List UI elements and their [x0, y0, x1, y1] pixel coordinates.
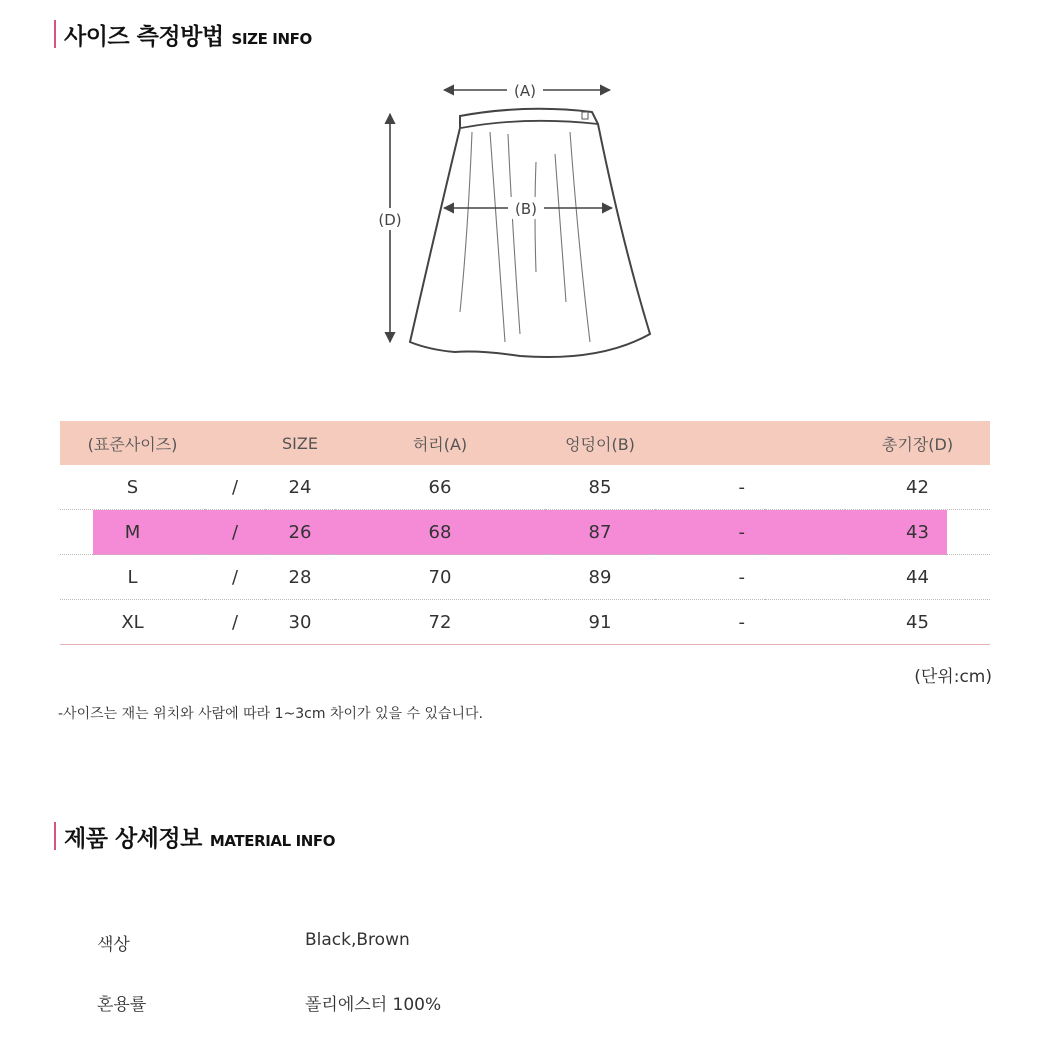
- heading-accent-bar: [54, 20, 56, 48]
- skirt-measurement-diagram: [360, 72, 680, 372]
- skirt-pleats: [460, 132, 590, 342]
- size-disclaimer: -사이즈는 재는 위치와 사람에 따라 1~3cm 차이가 있을 수 있습니다.: [58, 706, 484, 722]
- table-row: XL / 30 72 91 - 45: [60, 600, 990, 645]
- size-table: [60, 421, 990, 645]
- label-a: (A): [514, 82, 536, 100]
- skirt-outline: [410, 109, 650, 357]
- header-total-length: 총기장(D): [845, 421, 990, 465]
- size-info-title: 사이즈 측정방법: [64, 24, 224, 50]
- skirt-waistband: [461, 121, 598, 128]
- header-standard-size: (표준사이즈): [60, 421, 205, 465]
- table-row: L / 28 70 89 - 44: [60, 555, 990, 600]
- material-info-heading: [54, 820, 335, 853]
- info-label: 색상: [97, 935, 130, 955]
- label-d: (D): [378, 211, 402, 229]
- unit-note: (단위:cm): [914, 667, 992, 687]
- material-info-subtitle: MATERIAL INFO: [209, 832, 336, 850]
- heading-accent-bar: [54, 822, 56, 850]
- label-b: (B): [515, 200, 537, 218]
- info-label: 혼용률: [97, 995, 147, 1015]
- info-row-fabric: [97, 990, 442, 1015]
- info-value: 폴리에스터 100%: [305, 995, 442, 1015]
- size-info-heading: [54, 18, 312, 51]
- info-value: Black,Brown: [305, 930, 410, 950]
- table-row: S / 24 66 85 - 42: [60, 465, 990, 510]
- size-table-header: [60, 421, 990, 465]
- info-row-color: [97, 930, 410, 955]
- size-info-subtitle: SIZE INFO: [231, 30, 312, 48]
- material-info-title: 제품 상세정보: [64, 826, 202, 852]
- header-waist: 허리(A): [335, 421, 545, 465]
- table-row-highlighted: M / 26 68 87 - 43: [60, 510, 990, 555]
- header-hip: 엉덩이(B): [545, 421, 655, 465]
- header-size: SIZE: [265, 421, 335, 465]
- skirt-button: [582, 112, 588, 119]
